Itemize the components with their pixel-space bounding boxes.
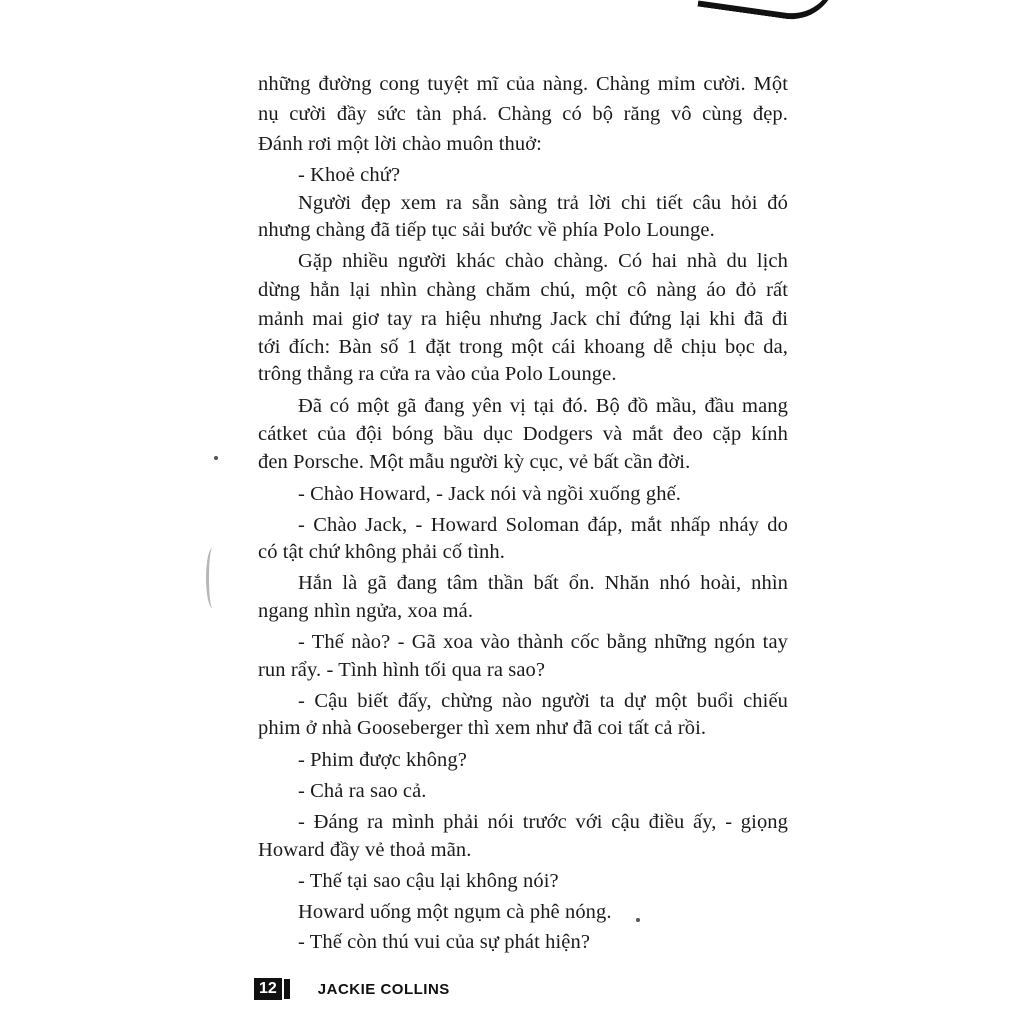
text-line: nhưng chàng đã tiếp tục sải bước về phía Polo Lounge.: [258, 219, 715, 241]
text-line: những đường cong tuyệt mĩ của nàng. Chàng mỉm cười. Một: [258, 73, 788, 95]
text-line: Hắn là gã đang tâm thần bất ổn. Nhăn nhó hoài, nhìn: [298, 572, 788, 594]
text-line: - Thế nào? - Gã xoa vào thành cốc bằng những ngón tay: [298, 631, 788, 653]
text-line: - Chào Howard, - Jack nói và ngồi xuống ghế.: [298, 483, 681, 505]
text-line: tới đích: Bàn số 1 đặt trong một cái khoang dễ chịu bọc da,: [258, 336, 788, 358]
page-number: 12: [254, 978, 282, 1000]
text-line: mảnh mai giơ tay ra hiệu nhưng Jack chỉ đứng lại khi đã đi: [258, 308, 788, 330]
text-line: trông thẳng ra cửa ra vào của Polo Lounge.: [258, 363, 617, 385]
text-line: ngang nhìn ngửa, xoa má.: [258, 600, 474, 622]
text-line: phim ở nhà Gooseberger thì xem như đã coi tất cả rồi.: [258, 717, 707, 739]
text-line: - Đáng ra mình phải nói trước với cậu điều ấy, - giọng: [298, 811, 788, 833]
text-line: Howard đầy vẻ thoả mãn.: [258, 839, 472, 861]
text-line: - Chả ra sao cả.: [298, 780, 427, 802]
text-line: dừng hẳn lại nhìn chàng chăm chú, một cô nàng áo đỏ rất: [258, 279, 788, 301]
page-edge-mark: [206, 548, 219, 608]
page-number-mark: [284, 979, 290, 999]
text-line: - Phim được không?: [298, 749, 467, 771]
text-line: Gặp nhiều người khác chào chàng. Có hai nhà du lịch: [298, 250, 788, 272]
page-corner-shadow: [697, 0, 836, 25]
running-footer-author: JACKIE COLLINS: [317, 980, 450, 998]
text-line: - Thế tại sao cậu lại không nói?: [298, 870, 559, 892]
text-line: nụ cười đầy sức tàn phá. Chàng có bộ răng vô cùng đẹp.: [258, 103, 788, 125]
text-line: Howard uống một ngụm cà phê nóng.: [298, 901, 612, 923]
page-footer: [254, 978, 450, 1000]
speck-mark: [636, 918, 640, 922]
text-line: run rẩy. - Tình hình tối qua ra sao?: [258, 659, 546, 681]
text-line: cátket của đội bóng bầu dục Dodgers và mắt đeo cặp kính: [258, 423, 788, 445]
text-line: Người đẹp xem ra sẵn sàng trả lời chi tiết câu hỏi đó: [298, 192, 788, 214]
speck-mark: [214, 456, 218, 460]
text-line: - Thế còn thú vui của sự phát hiện?: [298, 931, 591, 953]
text-line: đen Porsche. Một mẫu người kỳ cục, vẻ bất cần đời.: [258, 451, 691, 473]
text-line: - Khoẻ chứ?: [298, 164, 401, 186]
text-line: có tật chứ không phải cố tình.: [258, 541, 505, 563]
text-line: - Chào Jack, - Howard Soloman đáp, mắt nhấp nháy do: [298, 514, 788, 536]
text-line: Đánh rơi một lời chào muôn thuở:: [258, 133, 542, 155]
text-line: - Cậu biết đấy, chừng nào người ta dự một buổi chiếu: [298, 690, 788, 712]
text-line: Đã có một gã đang yên vị tại đó. Bộ đồ mầu, đầu mang: [298, 395, 788, 417]
